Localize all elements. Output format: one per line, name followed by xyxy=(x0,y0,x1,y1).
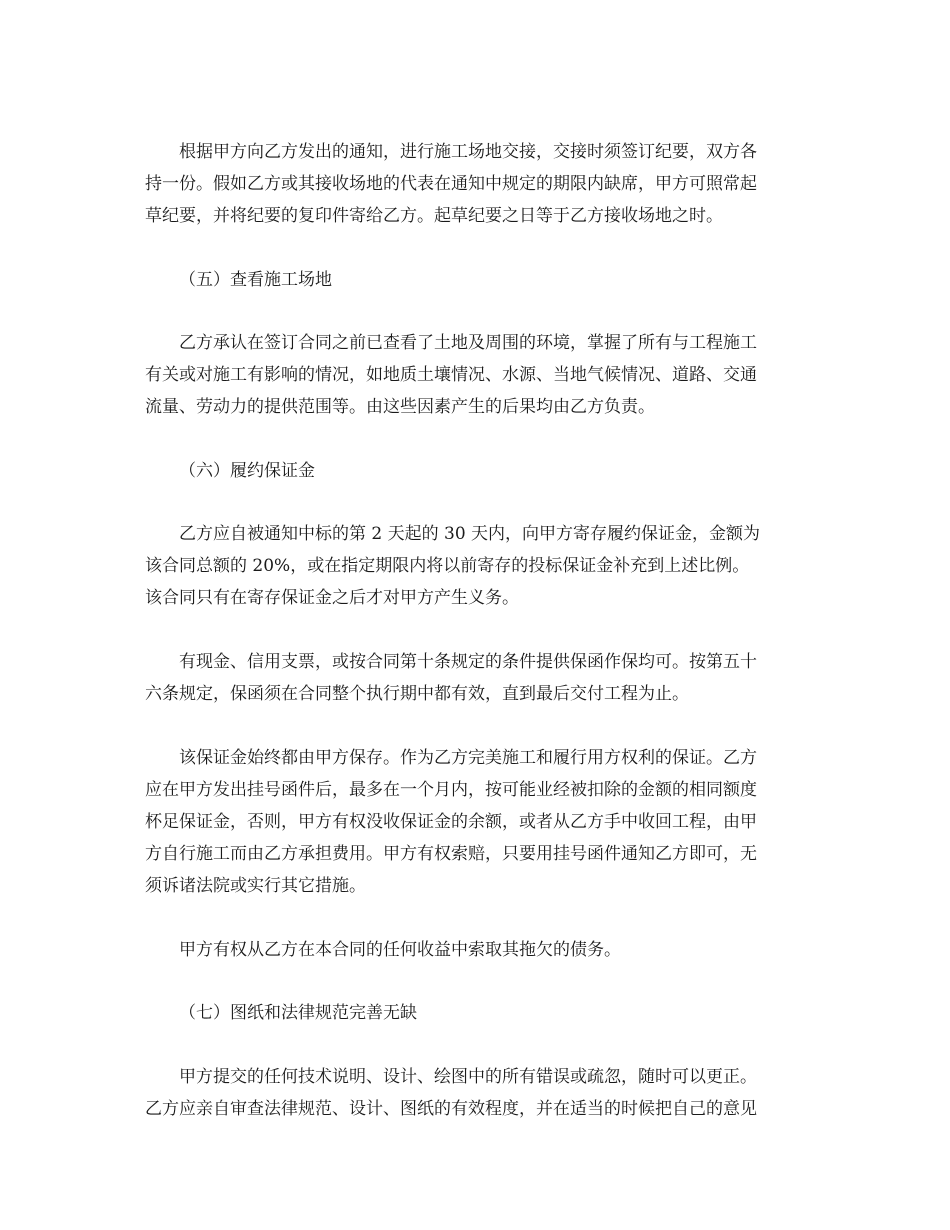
text-line: 该合同只有在寄存保证金之后才对甲方产生义务。 xyxy=(145,588,519,608)
text-line: 六条规定，保函须在合同整个执行期中都有效，直到最后交付工程为止。 xyxy=(145,684,689,704)
section-heading: （六）履约保证金 xyxy=(179,461,315,481)
text-line: 甲方有权从乙方在本合同的任何收益中索取其拖欠的债务。 xyxy=(179,940,621,960)
text-line: 乙方承认在签订合同之前已查看了土地及周围的环境，掌握了所有与工程施工 xyxy=(179,333,757,353)
text-line: 根据甲方向乙方发出的通知，进行施工场地交接，交接时须签订纪要，双方各 xyxy=(179,142,757,162)
text-line: 应在甲方发出挂号函件后，最多在一个月内，按可能业经被扣除的金额的相同额度 xyxy=(145,780,757,800)
text-line: 甲方提交的任何技术说明、设计、绘图中的所有错误或疏忽，随时可以更正。 xyxy=(179,1067,757,1087)
text-line: 草纪要，并将纪要的复印件寄给乙方。起草纪要之日等于乙方接收场地之时。 xyxy=(145,206,723,226)
section-heading: （五）查看施工场地 xyxy=(179,270,332,290)
text-line: 该保证金始终都由甲方保存。作为乙方完美施工和履行用方权利的保证。乙方 xyxy=(179,748,757,768)
text-line: 杯足保证金，否则，甲方有权没收保证金的余额，或者从乙方手中收回工程，由甲 xyxy=(145,812,757,832)
text-line: 该合同总额的 20%，或在指定期限内将以前寄存的投标保证金补充到上述比例。 xyxy=(145,556,750,576)
text-line: 流量、劳动力的提供范围等。由这些因素产生的后果均由乙方负责。 xyxy=(145,397,655,417)
text-line: 乙方应亲自审查法律规范、设计、图纸的有效程度，并在适当的时候把自己的意见 xyxy=(145,1099,757,1119)
text-line: 须诉诸法院或实行其它措施。 xyxy=(145,876,366,896)
text-line: 有现金、信用支票，或按合同第十条规定的条件提供保函作保均可。按第五十 xyxy=(179,652,757,672)
section-heading: （七）图纸和法律规范完善无缺 xyxy=(179,1003,417,1023)
text-line: 乙方应自被通知中标的第 2 天起的 30 天内，向甲方寄存履约保证金，金额为 xyxy=(179,524,761,544)
text-line: 有关或对施工有影响的情况，如地质土壤情况、水源、当地气候情况、道路、交通 xyxy=(145,365,757,385)
text-line: 方自行施工而由乙方承担费用。甲方有权索赔，只要用挂号函件通知乙方即可，无 xyxy=(145,844,757,864)
text-line: 持一份。假如乙方或其接收场地的代表在通知中规定的期限内缺席，甲方可照常起 xyxy=(145,174,757,194)
